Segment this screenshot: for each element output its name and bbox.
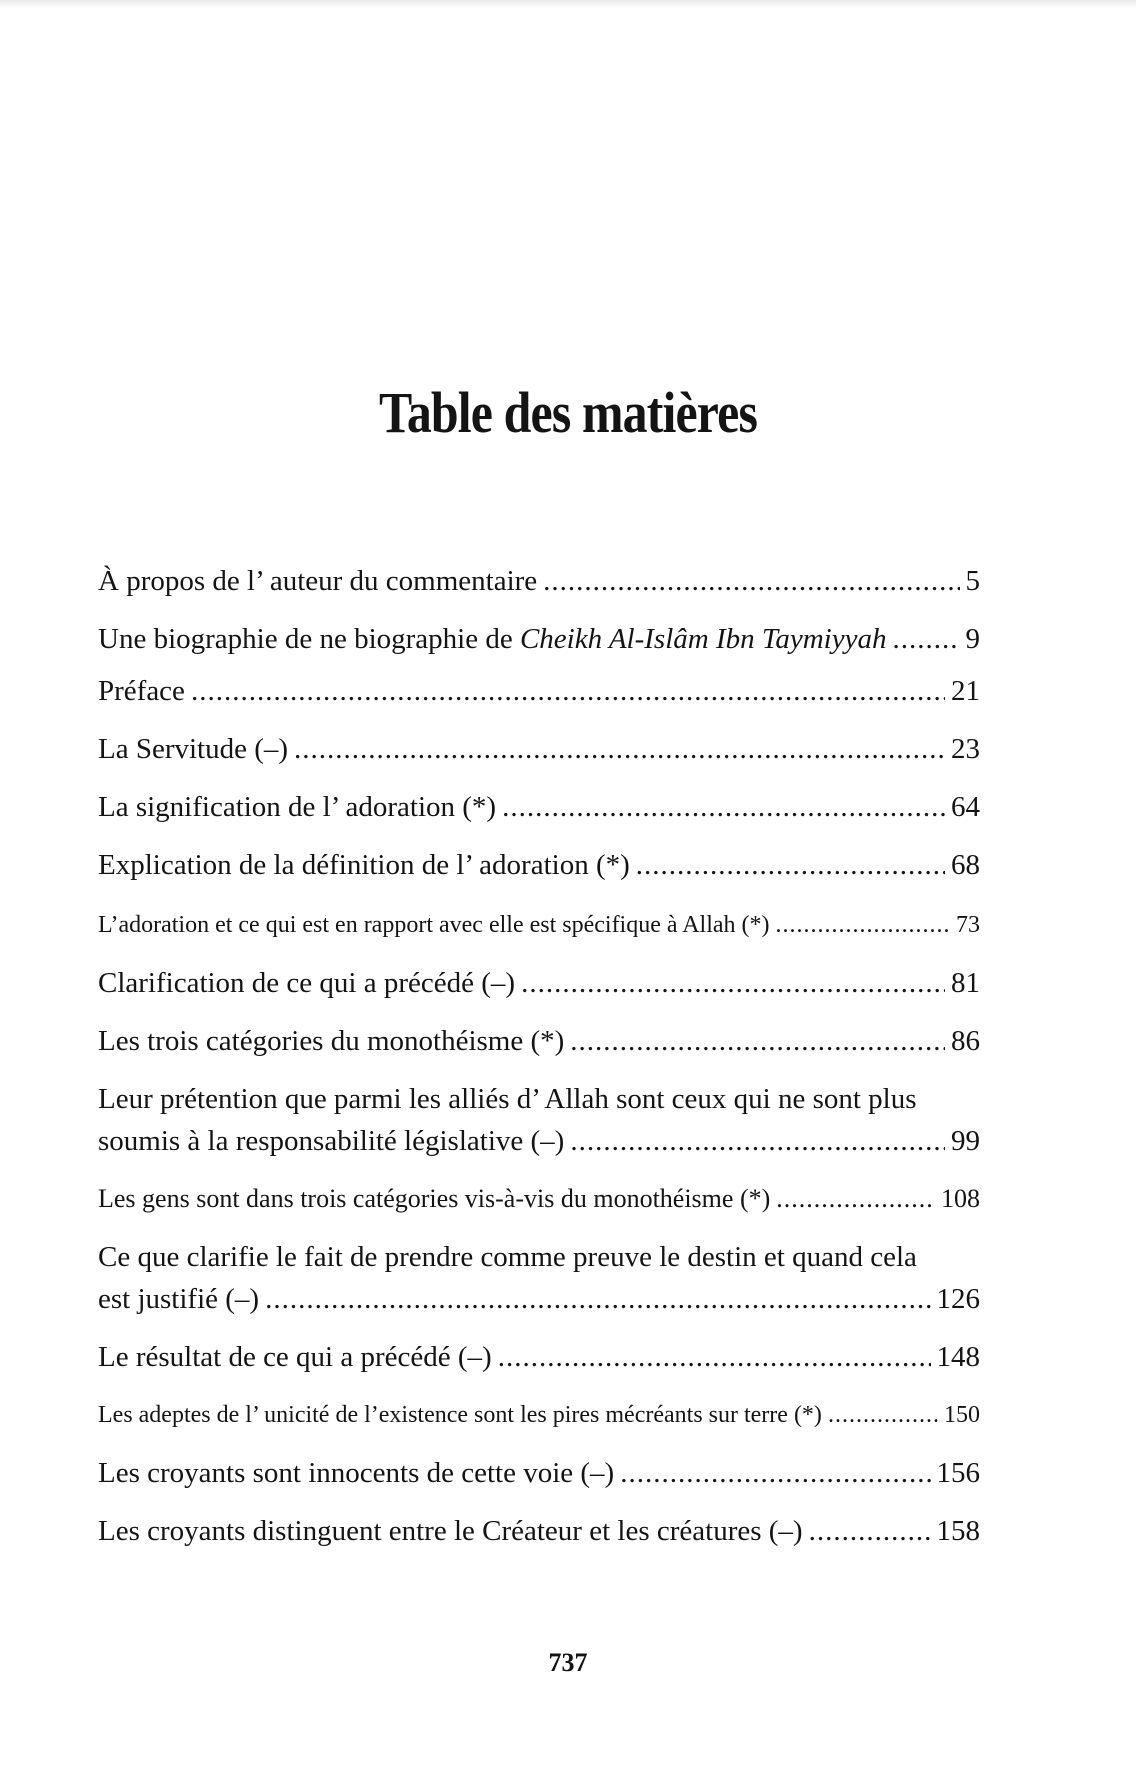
toc-entry-label: Les croyants sont innocents de cette voie (–) bbox=[98, 1457, 615, 1489]
toc-entry bbox=[98, 1394, 980, 1436]
toc-entry-page: 9 bbox=[965, 623, 980, 655]
toc-entry-page: 156 bbox=[936, 1457, 980, 1489]
toc-entry-page: 148 bbox=[936, 1341, 980, 1373]
toc-entry bbox=[98, 1452, 980, 1494]
toc-entry-page: 99 bbox=[951, 1125, 980, 1157]
toc-entry-label: L’adoration et ce qui est en rapport avec elle est spécifique à Allah (*) bbox=[98, 912, 770, 938]
toc-entry bbox=[98, 670, 980, 712]
toc-entry-multiline bbox=[98, 1078, 980, 1162]
toc-entry bbox=[98, 962, 980, 1004]
toc-entry-page: 81 bbox=[951, 967, 980, 999]
toc-entry-label: Le résultat de ce qui a précédé (–) bbox=[98, 1341, 492, 1373]
dot-leader bbox=[776, 1178, 935, 1220]
toc-entry bbox=[98, 786, 980, 828]
toc-entry-page: 126 bbox=[936, 1283, 980, 1315]
toc-entry-page: 64 bbox=[951, 791, 980, 823]
toc-entry-page: 150 bbox=[944, 1402, 980, 1428]
toc-entry-label: Préface bbox=[98, 675, 185, 707]
page-number: 737 bbox=[548, 1648, 588, 1677]
toc-entry-label: La signification de l’ adoration (*) bbox=[98, 791, 497, 823]
toc-entry-page: 21 bbox=[951, 675, 980, 707]
toc-entry-first-line: Ce que clarifie le fait de prendre comme preuve le destin et quand cela bbox=[98, 1241, 917, 1273]
toc-entry-page: 68 bbox=[951, 849, 980, 881]
dot-leader bbox=[498, 1336, 931, 1378]
toc-entry-label: Explication de la définition de l’ adoration (*) bbox=[98, 849, 630, 881]
dot-leader bbox=[636, 844, 945, 886]
toc-entry-page: 86 bbox=[951, 1025, 980, 1057]
toc-entry-page: 23 bbox=[951, 733, 980, 765]
toc-entry-label-italic: Cheikh Al-Islâm Ibn Taymiyyah bbox=[519, 623, 887, 655]
toc-entry-label: Les trois catégories du monothéisme (*) bbox=[98, 1025, 565, 1057]
dot-leader bbox=[809, 1510, 931, 1552]
toc-entry-page: 5 bbox=[965, 565, 980, 597]
dot-leader bbox=[620, 1452, 930, 1494]
dot-leader bbox=[294, 728, 945, 770]
dot-leader bbox=[502, 786, 945, 828]
toc-entry-label: Clarification de ce qui a précédé (–) bbox=[98, 967, 516, 999]
table-of-contents bbox=[98, 560, 980, 1552]
toc-entry-label: À propos de l’ auteur du commentaire bbox=[98, 565, 538, 597]
toc-entry-last-line bbox=[98, 1120, 980, 1162]
toc-entry-label: Les gens sont dans trois catégories vis-à-vis du monothéisme (*) bbox=[98, 1184, 771, 1213]
toc-entry-label: soumis à la responsabilité législative (–) bbox=[98, 1125, 565, 1157]
toc-entry-page: 158 bbox=[936, 1515, 980, 1547]
toc-entry-first-line: Leur prétention que parmi les alliés d’ Allah sont ceux qui ne sont plus bbox=[98, 1083, 917, 1115]
toc-entry-label: est justifié (–) bbox=[98, 1283, 260, 1315]
toc-entry-page: 73 bbox=[956, 912, 980, 938]
toc-entry bbox=[98, 728, 980, 770]
dot-leader bbox=[521, 962, 945, 1004]
page-top-shadow bbox=[0, 0, 1136, 8]
toc-entry bbox=[98, 1336, 980, 1378]
dot-leader bbox=[543, 560, 959, 602]
toc-entry-label-prefix: Une biographie de ne biographie de bbox=[98, 623, 520, 655]
toc-entry bbox=[98, 1178, 980, 1220]
page-title: Table des matières bbox=[378, 380, 757, 445]
toc-entry-last-line bbox=[98, 1278, 980, 1320]
toc-entry-label: Les adeptes de l’ unicité de l’existence sont les pires mécréants sur terre (*) bbox=[98, 1402, 822, 1428]
dot-leader bbox=[828, 1394, 938, 1436]
toc-entry bbox=[98, 618, 980, 660]
toc-entry bbox=[98, 1510, 980, 1552]
toc-entry bbox=[98, 904, 980, 946]
toc-entry bbox=[98, 1020, 980, 1062]
dot-leader bbox=[892, 618, 959, 660]
toc-entry-label: La Servitude (–) bbox=[98, 733, 289, 765]
toc-entry-multiline bbox=[98, 1236, 980, 1320]
dot-leader bbox=[776, 904, 950, 946]
toc-entry bbox=[98, 844, 980, 886]
toc-entry-page: 108 bbox=[941, 1184, 980, 1213]
toc-entry-label bbox=[98, 618, 886, 660]
dot-leader bbox=[191, 670, 945, 712]
dot-leader bbox=[570, 1020, 945, 1062]
dot-leader bbox=[265, 1278, 930, 1320]
toc-entry bbox=[98, 560, 980, 602]
dot-leader bbox=[570, 1120, 945, 1162]
toc-entry-label: Les croyants distinguent entre le Créateur et les créatures (–) bbox=[98, 1515, 803, 1547]
